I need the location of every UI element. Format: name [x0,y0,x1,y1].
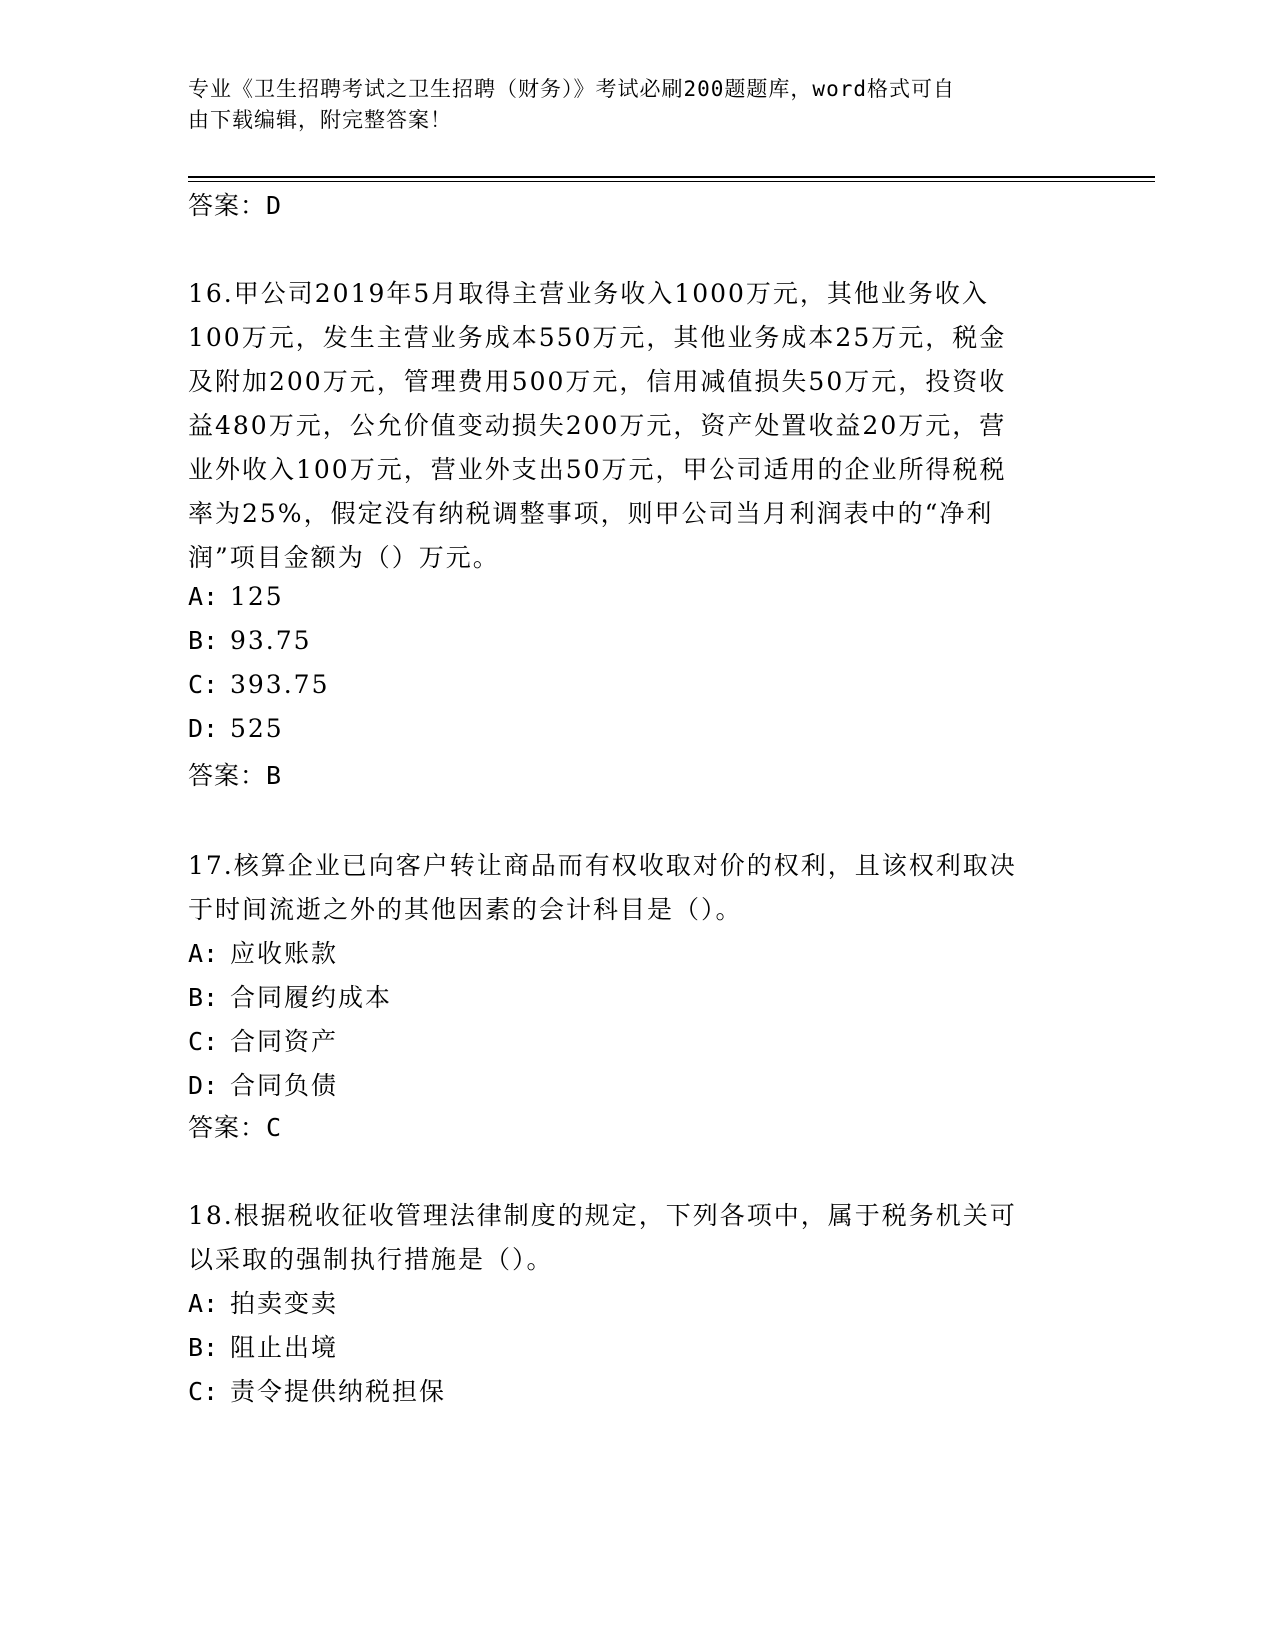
question-text-line: 业外收入100万元，营业外支出50万元，甲公司适用的企业所得税税 [188,455,1007,484]
question-text-line: 17.核算企业已向客户转让商品而有权收取对价的权利，且该权利取决 [188,851,1017,880]
option-key: A: [188,939,219,968]
option-text: 责令提供纳税担保 [230,1377,447,1406]
option-b [188,626,312,655]
option-key: C: [188,670,219,699]
option-key: D: [188,1071,219,1100]
option-a [188,582,284,611]
option-c [188,670,329,699]
option-key: C: [188,1027,219,1056]
option-a [188,1284,338,1320]
option-text: 合同负债 [230,1071,339,1100]
header-line-2: 由下载编辑，附完整答案！ [188,108,452,132]
option-text: 合同履约成本 [230,983,393,1012]
option-d [188,1066,338,1102]
answer-15: 答案：D [188,191,283,220]
option-key: A: [188,1289,219,1318]
option-text: 合同资产 [230,1027,339,1056]
option-text: 93.75 [230,626,312,655]
option-text: 拍卖变卖 [230,1289,339,1318]
option-key: B: [188,1333,219,1362]
question-text-line: 于时间流逝之外的其他因素的会计科目是（）。 [188,895,743,924]
question-text-line: 率为25%，假定没有纳税调整事项，则甲公司当月利润表中的“净利 [188,499,994,528]
option-key: B: [188,626,219,655]
option-key: C: [188,1377,219,1406]
question-text-line: 益480万元，公允价值变动损失200万元，资产处置收益20万元，营 [188,411,1007,440]
option-text: 393.75 [230,670,330,699]
header-line-1: 专业《卫生招聘考试之卫生招聘（财务）》考试必刷200题题库，word格式可自 [188,77,955,101]
question-text-line: 18.根据税收征收管理法律制度的规定，下列各项中，属于税务机关可 [188,1201,1017,1230]
option-key: B: [188,983,219,1012]
document-header [188,74,1068,136]
question-text-line: 16.甲公司2019年5月取得主营业务收入1000万元，其他业务收入 [188,279,989,308]
option-b [188,1328,338,1364]
option-text: 应收账款 [230,939,339,968]
option-key: D: [188,714,219,743]
answer-16: 答案：B [188,761,283,790]
option-c [188,1022,338,1058]
option-a [188,934,338,970]
question-text-line: 润”项目金额为（）万元。 [188,543,500,572]
option-text: 125 [230,582,284,611]
option-text: 525 [230,714,284,743]
question-text-line: 以采取的强制执行措施是（）。 [188,1245,554,1274]
option-b [188,978,392,1014]
option-key: A: [188,582,219,611]
option-d [188,714,284,743]
option-text: 阻止出境 [230,1333,339,1362]
header-divider [188,176,1155,178]
option-c [188,1372,446,1408]
question-text-line: 及附加200万元，管理费用500万元，信用减值损失50万元，投资收 [188,367,1007,396]
question-text-line: 100万元，发生主营业务成本550万元，其他业务成本25万元，税金 [188,323,1007,352]
answer-17: 答案：C [188,1113,283,1142]
header-divider-thin [188,181,1155,182]
